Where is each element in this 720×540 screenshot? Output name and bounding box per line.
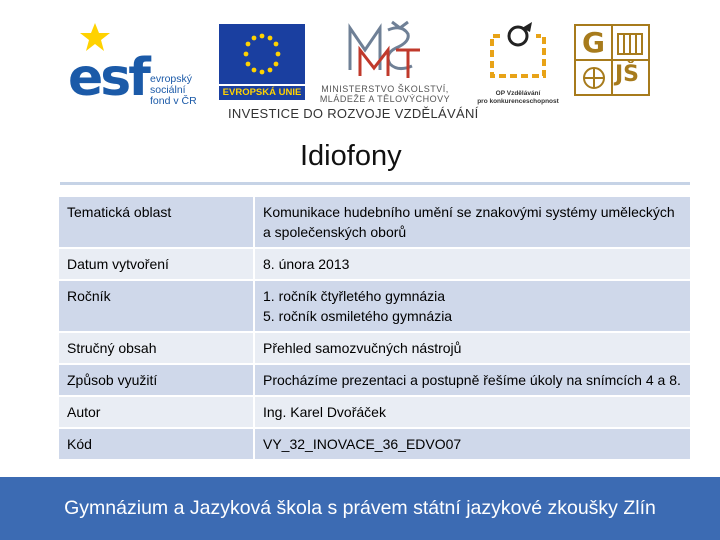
table-row <box>57 397 690 429</box>
logo-strip <box>0 0 720 130</box>
row-key: Způsob využití <box>57 365 253 397</box>
row-key: Stručný obsah <box>57 333 253 365</box>
table-row <box>57 281 690 333</box>
esf-subtitle <box>150 74 197 107</box>
msmt-logo <box>310 20 460 104</box>
row-value: 1. ročník čtyřletého gymnázia 5. ročník osmiletého gymnázia <box>253 281 690 333</box>
row-value: Komunikace hudebního umění se znakovými systémy uměleckých a společenských oborů <box>253 197 690 249</box>
row-value: 8. února 2013 <box>253 249 690 281</box>
op-mark-icon <box>470 20 566 88</box>
gjs-top-letter: G <box>582 26 605 59</box>
msmt-subtitle <box>310 84 460 104</box>
op-line-1: OP Vzdělávání <box>495 90 541 97</box>
table-row <box>57 365 690 397</box>
table-row <box>57 249 690 281</box>
row-key: Datum vytvoření <box>57 249 253 281</box>
msmt-line-2: MLÁDEŽE A TĚLOVÝCHOVY <box>319 94 451 104</box>
row-key: Ročník <box>57 281 253 333</box>
page-title: Idiofony <box>300 140 402 172</box>
op-logo <box>470 20 566 104</box>
eu-logo <box>219 24 305 100</box>
row-key: Autor <box>57 397 253 429</box>
row-key: Tematická oblast <box>57 197 253 249</box>
esf-line-2: sociální <box>150 84 186 96</box>
footer-bar: Gymnázium a Jazyková škola s právem státní jazykové zkoušky Zlín <box>0 477 720 540</box>
esf-line-3: fond v ČR <box>150 95 197 107</box>
row-value: VY_32_INOVACE_36_EDVO07 <box>253 429 690 461</box>
esf-mark: esf <box>68 48 148 108</box>
op-line-2: pro konkurenceschopnost <box>477 98 559 105</box>
row-value: Přehled samozvučných nástrojů <box>253 333 690 365</box>
gjs-logo <box>574 24 650 96</box>
info-table <box>57 197 690 461</box>
eu-flag-icon <box>219 24 305 84</box>
tagline: INVESTICE DO ROZVOJE VZDĚLÁVÁNÍ <box>228 106 479 121</box>
table-row <box>57 197 690 249</box>
eu-stars-icon <box>219 24 305 84</box>
msmt-mark-icon <box>310 20 460 82</box>
gjs-bottom-letters: JŠ <box>615 62 640 87</box>
eu-label: EVROPSKÁ UNIE <box>219 86 305 100</box>
msmt-line-1: MINISTERSTVO ŠKOLSTVÍ, <box>321 84 449 94</box>
esf-line-1: evropský <box>150 73 193 85</box>
title-rule <box>60 182 690 185</box>
table-row <box>57 333 690 365</box>
esf-logo <box>68 22 218 108</box>
table-row <box>57 429 690 461</box>
row-value: Ing. Karel Dvořáček <box>253 397 690 429</box>
row-key: Kód <box>57 429 253 461</box>
gjs-emblem-icon <box>574 24 650 96</box>
row-value: Procházíme prezentaci a postupně řešíme úkoly na snímcích 4 a 8. <box>253 365 690 397</box>
op-subtitle <box>470 90 566 106</box>
